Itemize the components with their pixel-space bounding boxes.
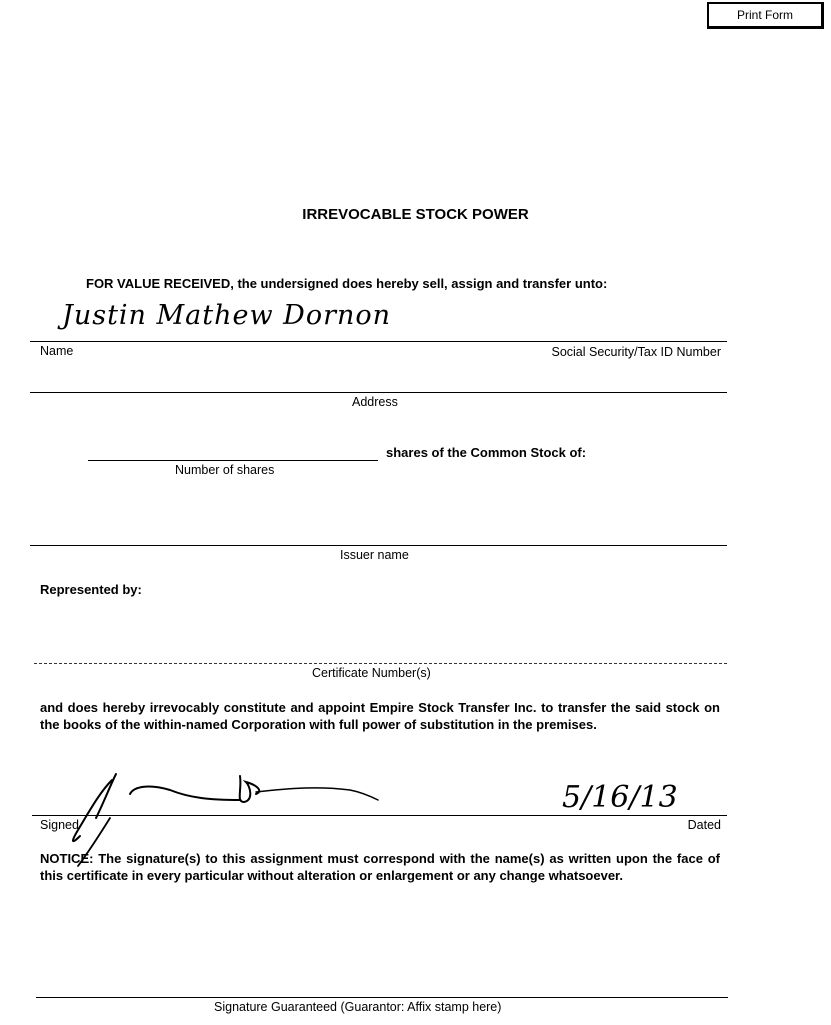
- shares-line: [88, 460, 378, 461]
- represented-by-label: Represented by:: [40, 582, 142, 597]
- name-line: [30, 341, 727, 342]
- shares-text: shares of the Common Stock of:: [386, 445, 587, 460]
- signed-label: Signed: [40, 818, 79, 832]
- name-handwritten-value[interactable]: Justin Mathew Dornon: [62, 300, 392, 331]
- shares-label: Number of shares: [175, 463, 275, 477]
- certificate-label: Certificate Number(s): [312, 666, 431, 680]
- date-handwritten-value[interactable]: 5/16/13: [562, 780, 678, 815]
- appoint-paragraph: and does hereby irrevocably constitute and appoint Empire Stock Transfer Inc. to transfer the said stock on the books of the within-named Corporation with full power of substitution in the premises.: [40, 700, 720, 732]
- signature-line: [32, 815, 727, 816]
- guarantee-label: Signature Guaranteed (Guarantor: Affix stamp here): [214, 1000, 502, 1014]
- ssn-label: Social Security/Tax ID Number: [551, 345, 721, 359]
- certificate-line: [34, 663, 727, 664]
- issuer-line: [30, 545, 727, 546]
- address-label: Address: [352, 395, 398, 409]
- address-line: [30, 392, 727, 393]
- issuer-label: Issuer name: [340, 548, 409, 562]
- notice-paragraph: NOTICE: The signature(s) to this assignment must correspond with the name(s) as written upon the face of this certificate in every particular without alteration or enlargement or any change whatsoever.: [40, 851, 720, 883]
- page-title: IRREVOCABLE STOCK POWER: [302, 206, 529, 223]
- intro-text: FOR VALUE RECEIVED, the undersigned does hereby sell, assign and transfer unto:: [86, 276, 608, 291]
- name-label: Name: [40, 344, 74, 358]
- print-form-button[interactable]: Print Form: [707, 2, 824, 29]
- dated-label: Dated: [687, 818, 721, 832]
- guarantee-line: [36, 997, 728, 998]
